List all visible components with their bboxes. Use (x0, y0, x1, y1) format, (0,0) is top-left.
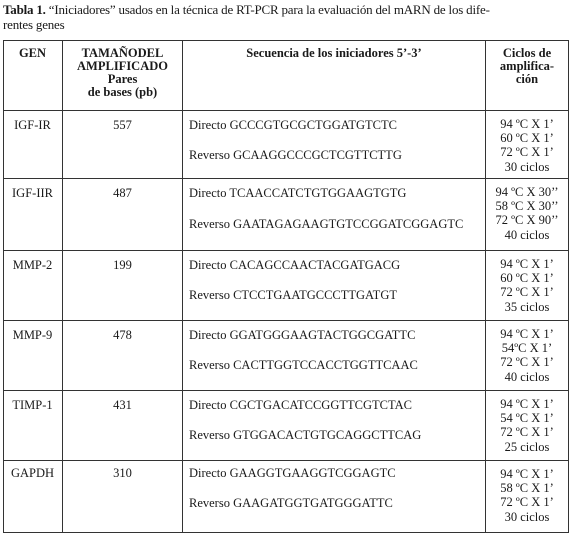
cycle-step: 58 ºC X 30’’ (495, 199, 559, 214)
cycle-count: 35 ciclos (504, 299, 550, 314)
cycle-count: 30 ciclos (504, 509, 550, 524)
table-bottom-rule (3, 532, 568, 533)
row-divider (3, 390, 568, 391)
gene-name: IGF-IR (14, 118, 51, 132)
column-divider (568, 40, 569, 533)
cycle-step: 72 ºC X 1’ (500, 355, 554, 370)
reverse-primer: Reverso GAAGATGGTGATGGGATTC (189, 496, 393, 510)
amplicon-size: 478 (113, 328, 132, 342)
header-cycles (486, 47, 568, 86)
reverse-primer: Reverso CACTTGGTCCACCTGGTTCAAC (189, 358, 418, 372)
amplicon-size: 487 (113, 186, 132, 200)
cycle-step: 72 ºC X 90’’ (495, 213, 559, 228)
row-divider (3, 250, 568, 251)
row-divider (3, 460, 568, 461)
forward-primer: Directo GCCCGTGCGCTGGATGTCTC (189, 118, 397, 132)
row-divider (3, 178, 568, 179)
gene-name: MMP-9 (12, 328, 53, 342)
cycle-step: 54ºC X 1’ (501, 341, 553, 356)
cycle-step: 94 ºC X 30’’ (495, 185, 559, 199)
forward-primer: Directo TCAACCATCTGTGGAAGTGTG (189, 186, 407, 200)
caption-label: Tabla 1. (3, 2, 46, 17)
caption-line-1 (3, 2, 569, 17)
forward-primer: Directo GAAGGTGAAGGTCGGAGTC (189, 466, 396, 480)
forward-primer: Directo CGCTGACATCCGGTTCGTCTAC (189, 398, 412, 412)
cycle-conditions (486, 327, 568, 384)
cycle-step: 94 ºC X 1’ (500, 397, 554, 411)
amplicon-size: 199 (113, 258, 132, 272)
gene-name: MMP-2 (12, 258, 53, 272)
cycle-conditions (486, 397, 568, 454)
cycle-conditions (486, 257, 568, 314)
cycle-step: 72 ºC X 1’ (500, 285, 554, 300)
cycle-step: 94 ºC X 1’ (500, 117, 554, 131)
gene-name: TIMP-1 (12, 398, 53, 412)
header-size-line: TAMAÑODEL (81, 46, 164, 60)
table-caption (3, 2, 569, 32)
reverse-primer: Reverso GAATAGAGAAGTGTCCGGATCGGAGTC (189, 217, 464, 231)
header-cycles-line: ción (515, 72, 539, 86)
cycle-step: 60 ºC X 1’ (500, 131, 554, 146)
header-bottom-rule (3, 110, 568, 111)
cycle-step: 72 ºC X 1’ (500, 425, 554, 440)
cycle-step: 72 ºC X 1’ (500, 145, 554, 160)
header-cycles-line: amplifica- (499, 59, 555, 73)
amplicon-size: 557 (113, 118, 132, 132)
column-divider (62, 40, 63, 533)
cycle-step: 60 ºC X 1’ (500, 271, 554, 286)
caption-text-1: “Iniciadores” usados en la técnica de RT-PCR para la evaluación del mARN de los dife- (45, 2, 490, 17)
caption-text-2: rentes genes (3, 17, 65, 32)
cycle-conditions (486, 467, 568, 524)
cycle-step: 94 ºC X 1’ (500, 257, 554, 271)
header-size-line: Pares (107, 72, 138, 86)
cycle-count: 40 ciclos (504, 369, 550, 384)
cycle-step: 94 ºC X 1’ (500, 327, 554, 341)
cycle-step: 54 ºC X 1’ (500, 411, 554, 426)
cycle-count: 40 ciclos (504, 227, 550, 242)
reverse-primer: Reverso GCAAGGCCCGCTCGTTCTTG (189, 148, 402, 162)
forward-primer: Directo CACAGCCAACTACGATGACG (189, 258, 401, 272)
cycle-conditions (486, 117, 568, 174)
cycle-step: 94 ºC X 1’ (500, 467, 554, 481)
header-gene: GEN (18, 46, 47, 60)
header-size-line: de bases (pb) (87, 85, 158, 99)
header-sequence: Secuencia de los iniciadores 5’-3’ (246, 46, 422, 60)
row-divider (3, 320, 568, 321)
column-divider (3, 40, 4, 533)
header-size-line: AMPLIFICADO (77, 59, 168, 73)
amplicon-size: 431 (113, 398, 132, 412)
reverse-primer: Reverso GTGGACACTGTGCAGGCTTCAG (189, 428, 422, 442)
header-cycles-line: Ciclos de (502, 46, 552, 60)
cycle-conditions (486, 185, 568, 242)
header-size (63, 47, 182, 99)
amplicon-size: 310 (113, 466, 132, 480)
column-divider (182, 40, 183, 533)
gene-name: GAPDH (10, 466, 55, 480)
reverse-primer: Reverso CTCCTGAATGCCCTTGATGT (189, 288, 397, 302)
cycle-count: 30 ciclos (504, 159, 550, 174)
cycle-step: 58 ºC X 1’ (500, 481, 554, 496)
cycle-step: 72 ºC X 1’ (500, 495, 554, 510)
gene-name: IGF-IIR (12, 186, 53, 200)
cycle-count: 25 ciclos (504, 439, 550, 454)
table-top-rule (3, 40, 568, 41)
forward-primer: Directo GGATGGGAAGTACTGGCGATTC (189, 328, 416, 342)
